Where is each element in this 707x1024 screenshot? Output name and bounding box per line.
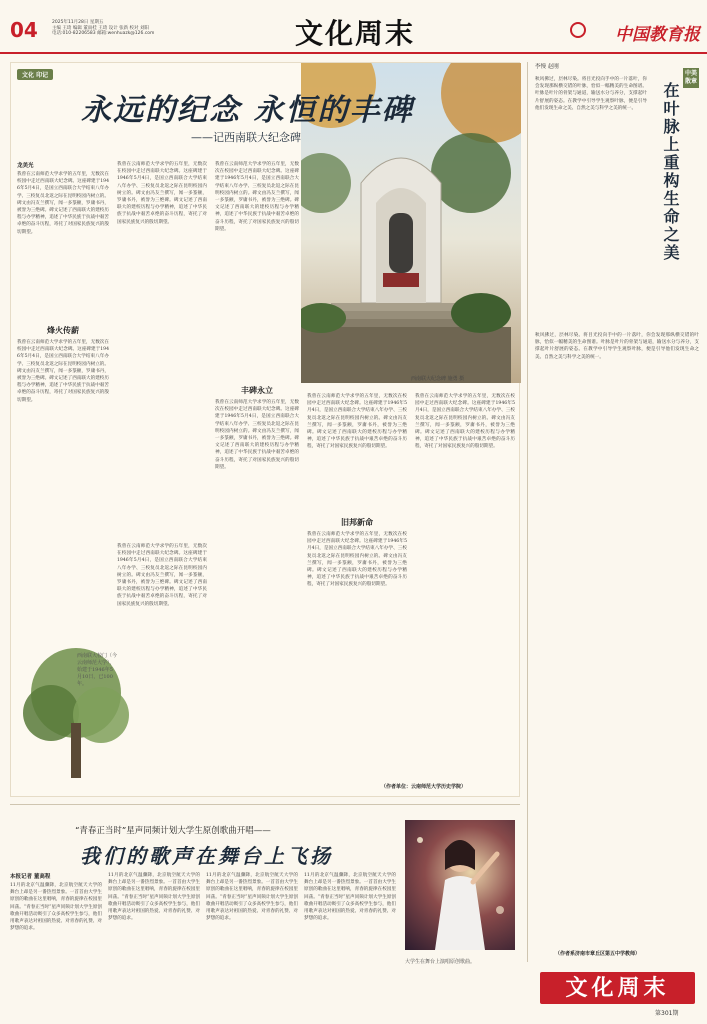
- feature-subhead: ——记西南联大纪念碑: [191, 131, 301, 144]
- right-title: 在叶脉上重构生命之美: [661, 82, 680, 262]
- photo-caption: 西南联大纪念碑 施勇 摄: [411, 376, 465, 382]
- footer-logo: 文化周末: [540, 972, 695, 1004]
- section-tag: 文化 印记: [17, 69, 53, 80]
- bottom-author: 本报记者 董高程: [10, 874, 51, 880]
- right-article: [535, 62, 700, 962]
- meta-line: 2025年11月28日 星期五: [52, 20, 104, 25]
- bottom-kicker: “青春正当时”星声同频计划大学生原创歌曲开唱——: [75, 826, 271, 836]
- newspaper-logo-icon: [570, 22, 586, 38]
- singer-photo-caption: 大学生在舞台上演唱原创歌曲。: [405, 959, 476, 965]
- tree-caption: 西南联大校门（今云南师范大学），始建于1946年5月10日，已100年。: [77, 653, 118, 687]
- right-body-top: 秋风拂过，层林尽染。将目光投向手中的一片落叶，你会发现那纵横交错的叶脉，恰似一幅精美的生命图谱。叶脉是叶片的骨架与通道，输送水分与养分，支撑起叶片舒展的姿态。在教学中引导学生观察叶脉，便是引导他们发现生命之美、自然之美与科学之美的统一。: [535, 77, 647, 111]
- feature-body-col1: 我曾在云南师范大学求学的五年里，无数次在校园中走过西南联大纪念碑。这座碑建于1946年5月4日，是国立西南联合大学结束八年办学、三校复员北返之际在昆明校园内树立的。碑文由冯友兰撰写，闻一多篆额，罗庸书丹，被誉为三绝碑。碑文记述了西南联大的建校历程与办学精神，追述了中华民族于抗战中艰苦卓绝的奋斗历程，寄托了对国家民族复兴的殷切期望。: [17, 172, 109, 235]
- feature-body-col4: 我曾在云南师范大学求学的五年里，无数次在校园中走过西南联大纪念碑。这座碑建于1946年5月4日，是国立西南联合大学结束八年办学、三校复员北返之际在昆明校园内树立的。碑文由冯友兰撰写，闻一多篆额，罗庸书丹，被誉为三绝碑。碑文记述了西南联大的建校历程与办学精神，追述了中华民族于抗战中艰苦卓绝的奋斗历程，寄托了对国家民族复兴的殷切期望。: [307, 394, 407, 450]
- right-section-tag: 中美散章: [683, 68, 699, 88]
- feature-body-col2b: 我曾在云南师范大学求学的五年里，无数次在校园中走过西南联大纪念碑。这座碑建于1946年5月4日，是国立西南联合大学结束八年办学、三校复员北返之际在昆明校园内树立的。碑文由冯友兰撰写，闻一多篆额，罗庸书丹，被誉为三绝碑。碑文记述了西南联大的建校历程与办学精神，追述了中华民族于抗战中艰苦卓绝的奋斗历程，寄托了对国家民族复兴的殷切期望。: [117, 544, 207, 607]
- feature-headline: 永远的纪念 永恒的丰碑: [81, 93, 414, 128]
- feature-article: [10, 62, 520, 797]
- page-header: [0, 0, 707, 54]
- newspaper-brand: 中国教育报: [615, 25, 700, 45]
- feature-author: 龙美光: [17, 163, 34, 169]
- sub-section-heading: 烽火传薪: [47, 325, 79, 335]
- bottom-body-col4: 11月的北京气温骤降，北京航空航天大学的舞台上却是另一番热烈景象。一首首由大学生原创的歌曲在这里唱响，青春的旋律在校园里回荡。“青春正当时”星声同频计划大学生原创歌曲开唱活动吸引了众多高校学生参与，他们用歌声表达对祖国的热爱、对青春的礼赞、对梦想的追求。: [304, 873, 396, 922]
- page-number: 04: [10, 18, 38, 42]
- section-divider: [10, 804, 520, 805]
- right-body: 秋风拂过，层林尽染。将目光投向手中的一片落叶，你会发现那纵横交错的叶脉，恰似一幅精美的生命图谱。叶脉是叶片的骨架与通道，输送水分与养分，支撑起叶片舒展的姿态。在教学中引导学生观察叶脉，便是引导他们发现生命之美、自然之美与科学之美的统一。: [535, 333, 699, 360]
- bottom-headline: 我们的歌声在舞台上飞扬: [80, 844, 333, 868]
- meta-line: 主编 王琦 编辑 董雨桂 王琦 设计 张新 校对 刘阳: [52, 25, 149, 31]
- feature-body-col1b: 我曾在云南师范大学求学的五年里，无数次在校园中走过西南联大纪念碑。这座碑建于1946年5月4日，是国立西南联合大学结束八年办学、三校复员北返之际在昆明校园内树立的。碑文由冯友兰撰写，闻一多篆额，罗庸书丹，被誉为三绝碑。碑文记述了西南联大的建校历程与办学精神，追述了中华民族于抗战中艰苦卓绝的奋斗历程，寄托了对国家民族复兴的殷切期望。: [17, 340, 109, 403]
- section-title: 文化周末: [294, 17, 415, 50]
- feature-body-col4b: 我曾在云南师范大学求学的五年里，无数次在校园中走过西南联大纪念碑。这座碑建于1946年5月4日，是国立西南联合大学结束八年办学、三校复员北返之际在昆明校园内树立的。碑文由冯友兰撰写，闻一多篆额，罗庸书丹，被誉为三绝碑。碑文记述了西南联大的建校历程与办学精神，追述了中华民族于抗战中艰苦卓绝的奋斗历程，寄托了对国家民族复兴的殷切期望。: [307, 532, 407, 588]
- right-author: 李慢 赵刚: [535, 64, 559, 70]
- feature-body-col3: 我曾在云南师范大学求学的五年里，无数次在校园中走过西南联大纪念碑。这座碑建于1946年5月4日，是国立西南联合大学结束八年办学、三校复员北返之际在昆明校园内树立的。碑文由冯友兰撰写，闻一多篆额，罗庸书丹，被誉为三绝碑。碑文记述了西南联大的建校历程与办学精神，追述了中华民族于抗战中艰苦卓绝的奋斗历程，寄托了对国家民族复兴的殷切期望。: [215, 162, 299, 232]
- issue-number: 第301期: [655, 1010, 679, 1017]
- sub-section-heading: 丰碑永立: [241, 385, 273, 395]
- feature-body-col2: 我曾在云南师范大学求学的五年里，无数次在校园中走过西南联大纪念碑。这座碑建于1946年5月4日，是国立西南联合大学结束八年办学、三校复员北返之际在昆明校园内树立的。碑文由冯友兰撰写，闻一多篆额，罗庸书丹，被誉为三绝碑。碑文记述了西南联大的建校历程与办学精神，追述了中华民族于抗战中艰苦卓绝的奋斗历程，寄托了对国家民族复兴的殷切期望。: [117, 162, 207, 225]
- bottom-body-col2: 11月的北京气温骤降，北京航空航天大学的舞台上却是另一番热烈景象。一首首由大学生原创的歌曲在这里唱响，青春的旋律在校园里回荡。“青春正当时”星声同频计划大学生原创歌曲开唱活动吸引了众多高校学生参与，他们用歌声表达对祖国的热爱、对青春的礼赞、对梦想的追求。: [108, 873, 200, 922]
- bottom-body-col3: 11月的北京气温骤降，北京航空航天大学的舞台上却是另一番热烈景象。一首首由大学生原创的歌曲在这里唱响，青春的旋律在校园里回荡。“青春正当时”星声同频计划大学生原创歌曲开唱活动吸引了众多高校学生参与，他们用歌声表达对祖国的热爱、对青春的礼赞、对梦想的追求。: [206, 873, 298, 922]
- masthead-meta: [52, 20, 212, 37]
- singer-photo: [405, 820, 515, 950]
- bottom-body-col1: 11月的北京气温骤降，北京航空航天大学的舞台上却是另一番热烈景象。一首首由大学生原创的歌曲在这里唱响，青春的旋律在校园里回荡。“青春正当时”星声同频计划大学生原创歌曲开唱活动吸引了众多高校学生参与，他们用歌声表达对祖国的热爱、对青春的礼赞、对梦想的追求。: [10, 883, 102, 932]
- right-author-note: （作者系济南市章丘区第五中学教师）: [555, 951, 641, 957]
- singer-illustration: [405, 820, 515, 950]
- meta-line: 电话:010-82206583 邮箱:wenhuazk@126.com: [52, 31, 155, 37]
- feature-body-col5: 我曾在云南师范大学求学的五年里，无数次在校园中走过西南联大纪念碑。这座碑建于1946年5月4日，是国立西南联合大学结束八年办学、三校复员北返之际在昆明校园内树立的。碑文由冯友兰撰写，闻一多篆额，罗庸书丹，被誉为三绝碑。碑文记述了西南联大的建校历程与办学精神，追述了中华民族于抗战中艰苦卓绝的奋斗历程，寄托了对国家民族复兴的殷切期望。: [415, 394, 515, 450]
- column-divider: [527, 62, 528, 962]
- feature-author-note: （作者单位：云南师范大学历史学院）: [381, 784, 467, 790]
- sub-section-heading: 旧邦新命: [341, 517, 373, 527]
- feature-body-col3b: 我曾在云南师范大学求学的五年里，无数次在校园中走过西南联大纪念碑。这座碑建于1946年5月4日，是国立西南联合大学结束八年办学、三校复员北返之际在昆明校园内树立的。碑文由冯友兰撰写，闻一多篆额，罗庸书丹，被誉为三绝碑。碑文记述了西南联大的建校历程与办学精神，追述了中华民族于抗战中艰苦卓绝的奋斗历程，寄托了对国家民族复兴的殷切期望。: [215, 400, 299, 470]
- bottom-article: [10, 810, 520, 1015]
